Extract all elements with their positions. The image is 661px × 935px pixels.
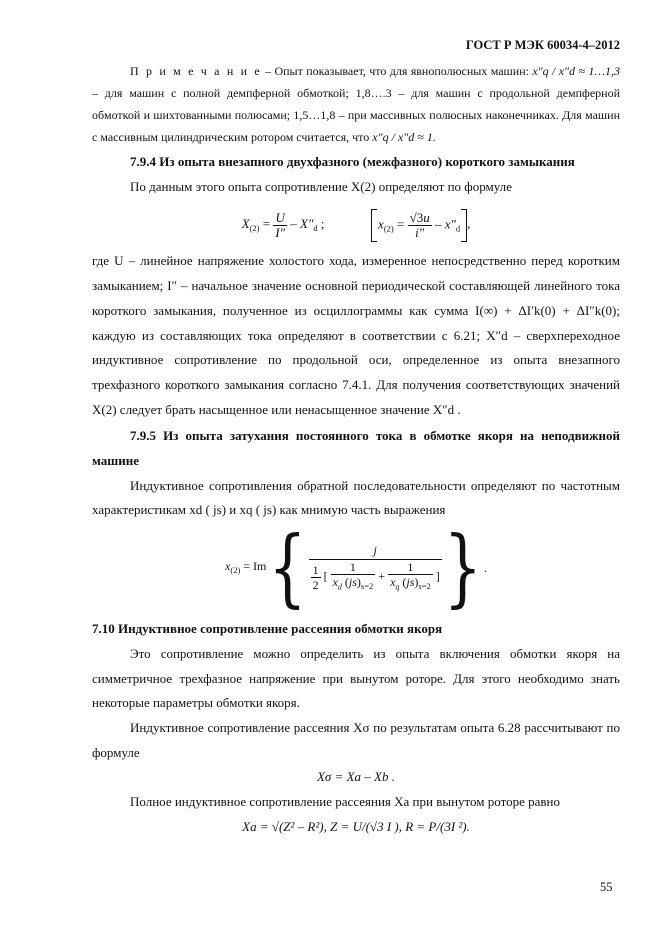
standard-header: ГОСТ Р МЭК 60034-4–2012 [465, 38, 620, 52]
formula-imag-part: $x_{(2)} = Im$ { j $\frac{1}{2}$ [ $\frac{1}{x_d (js)_{s=2}}$ + $\frac{1}{x_q (js)_{s=2}}$ ] } . [225, 519, 487, 618]
section-710-heading: 7.10 Индуктивное сопротивление рассеяния обмотки якоря [92, 621, 443, 637]
section-710-para1: Это сопротивление можно определить из опыта включения обмотки якоря на симметричное трехфазное напряжение при вынутом роторе. Для этого необходимо знать некоторые параметры обмотки якоря. [92, 645, 620, 711]
note-text-2: – для машин с полной демпферной обмоткой; 1,8….3 – для машин с продольной демпферной обмоткой и шихтованными полюсами; 1,5…1,8 – при массивных полюсных наконечниках. Для машин с массивным цилиндрическим ротором считается, что [92, 86, 620, 144]
page-number: 55 [600, 880, 613, 894]
formula-x-a: Xa = √(Z² – R²), Z = U/(√3 I ), R = P/(3I ²). [242, 818, 470, 834]
note-label: П р и м е ч а н и е [130, 64, 262, 78]
section-795-para: Индуктивное сопротивления обратной последовательности определяют по частотным характеристикам xd ( js) и xq ( js) как мнимую часть выражения [92, 477, 620, 518]
note-ratio: x″q / x″d ≈ 1…1,3 [532, 64, 620, 78]
formula-x-sigma: Xσ = Xa – Xb . [316, 769, 395, 785]
section-710-para2: Индуктивное сопротивление рассеяния Xσ по результатам опыта 6.28 рассчитывают по формуле [92, 719, 620, 760]
section-794-para: где U – линейное напряжение холостого хода, измеренное непосредственно перед коротким замыканием; I″ – начальное значение основной периодической составляющей линейного тока короткого замыкания, полученное из осциллограммы как сумма I(∞) + ΔI′k(0) + ΔI″k(0); каждую из составляющих тока определяют в соответствии с 6.21; X″d – сверхпереходное индуктивное сопротивление по продольной оси, определенное из опыта внезапного трехфазного короткого замыкания согласно 7.4.1. Для получения соответствующих значений X(2) следует брать насыщенное или ненасыщенное значение X″d . [92, 253, 620, 417]
document-body [92, 60, 620, 839]
note-paragraph [92, 60, 620, 148]
section-794-intro: По данным этого опыта сопротивление X(2) определяют по формуле [130, 178, 512, 194]
formula-x2: $X_{(2)}$ = $\frac{U}{I''}$ – $X''_d$ ; $x_{(2)}$ = $\frac{√3u}{i''}$ – $x''_d$ , [241, 209, 471, 240]
section-794-heading: 7.9.4 Из опыта внезапного двухфазного (межфазного) короткого замыкания [130, 154, 575, 169]
note-text-1: – Опыт показывает, что для явнополюсных машин: [261, 64, 533, 78]
note-ratio-2: x″q / x″d ≈ 1. [372, 130, 436, 144]
section-795-heading: 7.9.5 Из опыта затухания постоянного тока в обмотке якоря на неподвижной машине [92, 428, 620, 469]
section-710-para3: Полное индуктивное сопротивление рассеяния Xa при вынутом роторе равно [130, 794, 561, 810]
